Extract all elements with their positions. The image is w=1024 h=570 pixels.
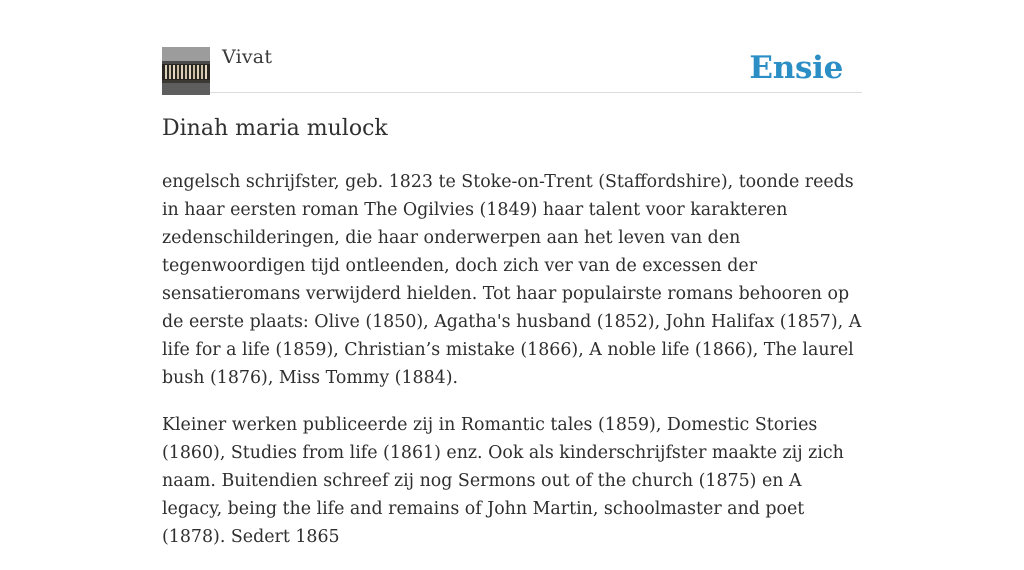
article-paragraph: engelsch schrijfster, geb. 1823 te Stoke-on-Trent (Staffordshire), toonde reeds in haar eersten roman The Ogilvies (1849) haar talent voor karakteren zedenschilderingen, die haar onderwerpen aan het leven van den tegenwoordigen tijd ontleenden, doch zich ver van de excessen der sensatieromans verwijderd hielden. Tot haar populairste romans behooren op de eerste plaats: Olive (1850), Agatha's husband (1852), John Halifax (1857), A life for a life (1859), Christian’s mistake (1866), A noble life (1866), The laurel bush (1876), Miss Tommy (1884). bbox=[162, 172, 862, 388]
author-name[interactable]: Vivat bbox=[222, 46, 273, 68]
article-title: Dinah maria mulock bbox=[162, 116, 388, 141]
article-body bbox=[162, 168, 862, 570]
article-paragraph: Kleiner werken publiceerde zij in Romantic tales (1859), Domestic Stories (1860), Studies from life (1861) enz. Ook als kinderschrijfster maakte zij zich naam. Buitendien schreef zij nog Sermons out of the church (1875) en A legacy, being the life and remains of John Martin, schoolmaster and poet (1878). Sedert 1865 bbox=[162, 415, 844, 547]
bookshelf-avatar-icon bbox=[162, 47, 210, 95]
article-header bbox=[162, 46, 862, 93]
author-avatar[interactable] bbox=[162, 47, 210, 95]
brand-logo[interactable]: Ensie bbox=[749, 50, 843, 86]
